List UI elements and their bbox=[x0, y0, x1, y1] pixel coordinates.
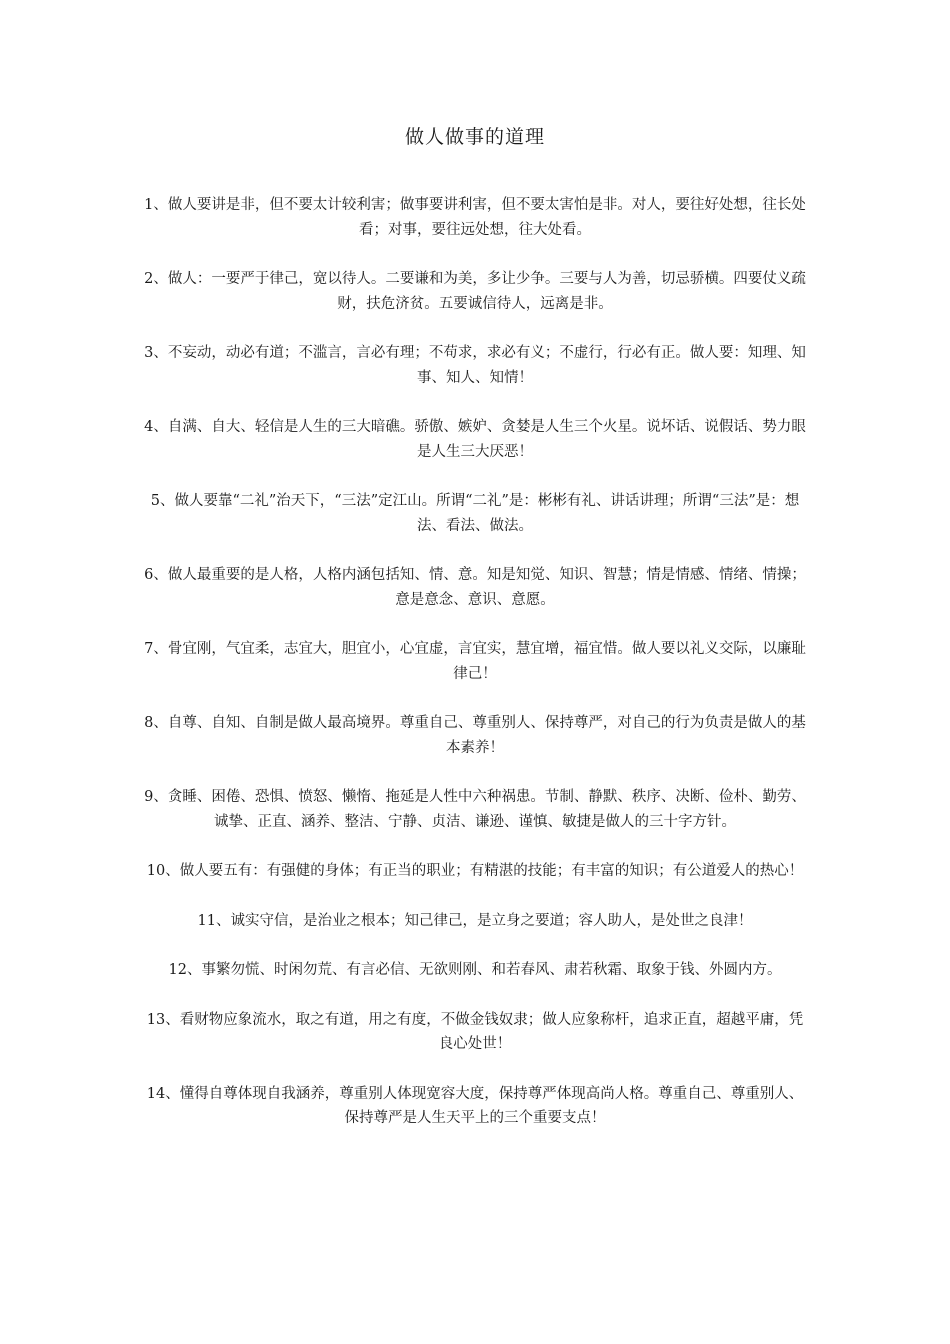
list-item: 1、做人要讲是非，但不要太计较利害；做事要讲利害，但不要太害怕是非。对人，要往好处想，往长处看；对事，要往远处想，往大处看。 bbox=[144, 197, 806, 238]
list-item: 4、自满、自大、轻信是人生的三大暗礁。骄傲、嫉妒、贪婪是人生三个火星。说坏话、说假话、势力眼是人生三大厌恶！ bbox=[144, 419, 806, 460]
list-item: 3、不妄动，动必有道；不滥言，言必有理；不苟求，求必有义；不虚行，行必有正。做人要：知理、知事、知人、知情！ bbox=[144, 345, 806, 386]
list-item: 7、骨宜刚，气宜柔，志宜大，胆宜小，心宜虚，言宜实，慧宜增，福宜惜。做人要以礼义交际，以廉耻律己！ bbox=[144, 641, 806, 682]
page-title: 做人做事的道理 bbox=[404, 126, 545, 148]
list-item: 6、做人最重要的是人格，人格内涵包括知、情、意。知是知觉、知识、智慧；情是情感、情绪、情操；意是意念、意识、意愿。 bbox=[144, 567, 806, 608]
list-item: 10、做人要五有：有强健的身体；有正当的职业；有精湛的技能；有丰富的知识；有公道爱人的热心！ bbox=[146, 863, 804, 879]
list-item: 14、懂得自尊体现自我涵养，尊重别人体现宽容大度，保持尊严体现高尚人格。尊重自己、尊重别人、保持尊严是人生天平上的三个重要支点！ bbox=[146, 1085, 804, 1126]
list-item: 5、做人要靠“二礼”治天下，“三法”定江山。所谓“二礼”是：彬彬有礼、讲话讲理；所谓“三法”是：想法、看法、做法。 bbox=[150, 493, 800, 534]
list-item: 12、事繁勿慌、时闲勿荒、有言必信、无欲则刚、和若春风、肃若秋霜、取象于钱、外圆内方。 bbox=[168, 962, 782, 978]
list-item: 11、诚实守信，是治业之根本；知己律己，是立身之要道；容人助人，是处世之良津！ bbox=[197, 912, 753, 929]
list-item: 2、做人：一要严于律己，宽以待人。二要谦和为美，多让少争。三要与人为善，切忌骄横。四要仗义疏财，扶危济贫。五要诚信待人，远离是非。 bbox=[144, 271, 806, 312]
list-item: 8、自尊、自知、自制是做人最高境界。尊重自己、尊重别人、保持尊严，对自己的行为负责是做人的基本素养！ bbox=[144, 715, 806, 756]
item-list bbox=[140, 193, 810, 1156]
list-item: 9、贪睡、困倦、恐惧、愤怒、懒惰、拖延是人性中六种祸患。节制、静默、秩序、决断、俭朴、勤劳、诚挚、正直、涵养、整洁、宁静、贞洁、谦逊、谨慎、敏捷是做人的三十字方针。 bbox=[144, 789, 806, 830]
list-item: 13、看财物应象流水，取之有道，用之有度，不做金钱奴隶；做人应象称杆，追求正直，超越平庸，凭良心处世！ bbox=[146, 1011, 804, 1052]
